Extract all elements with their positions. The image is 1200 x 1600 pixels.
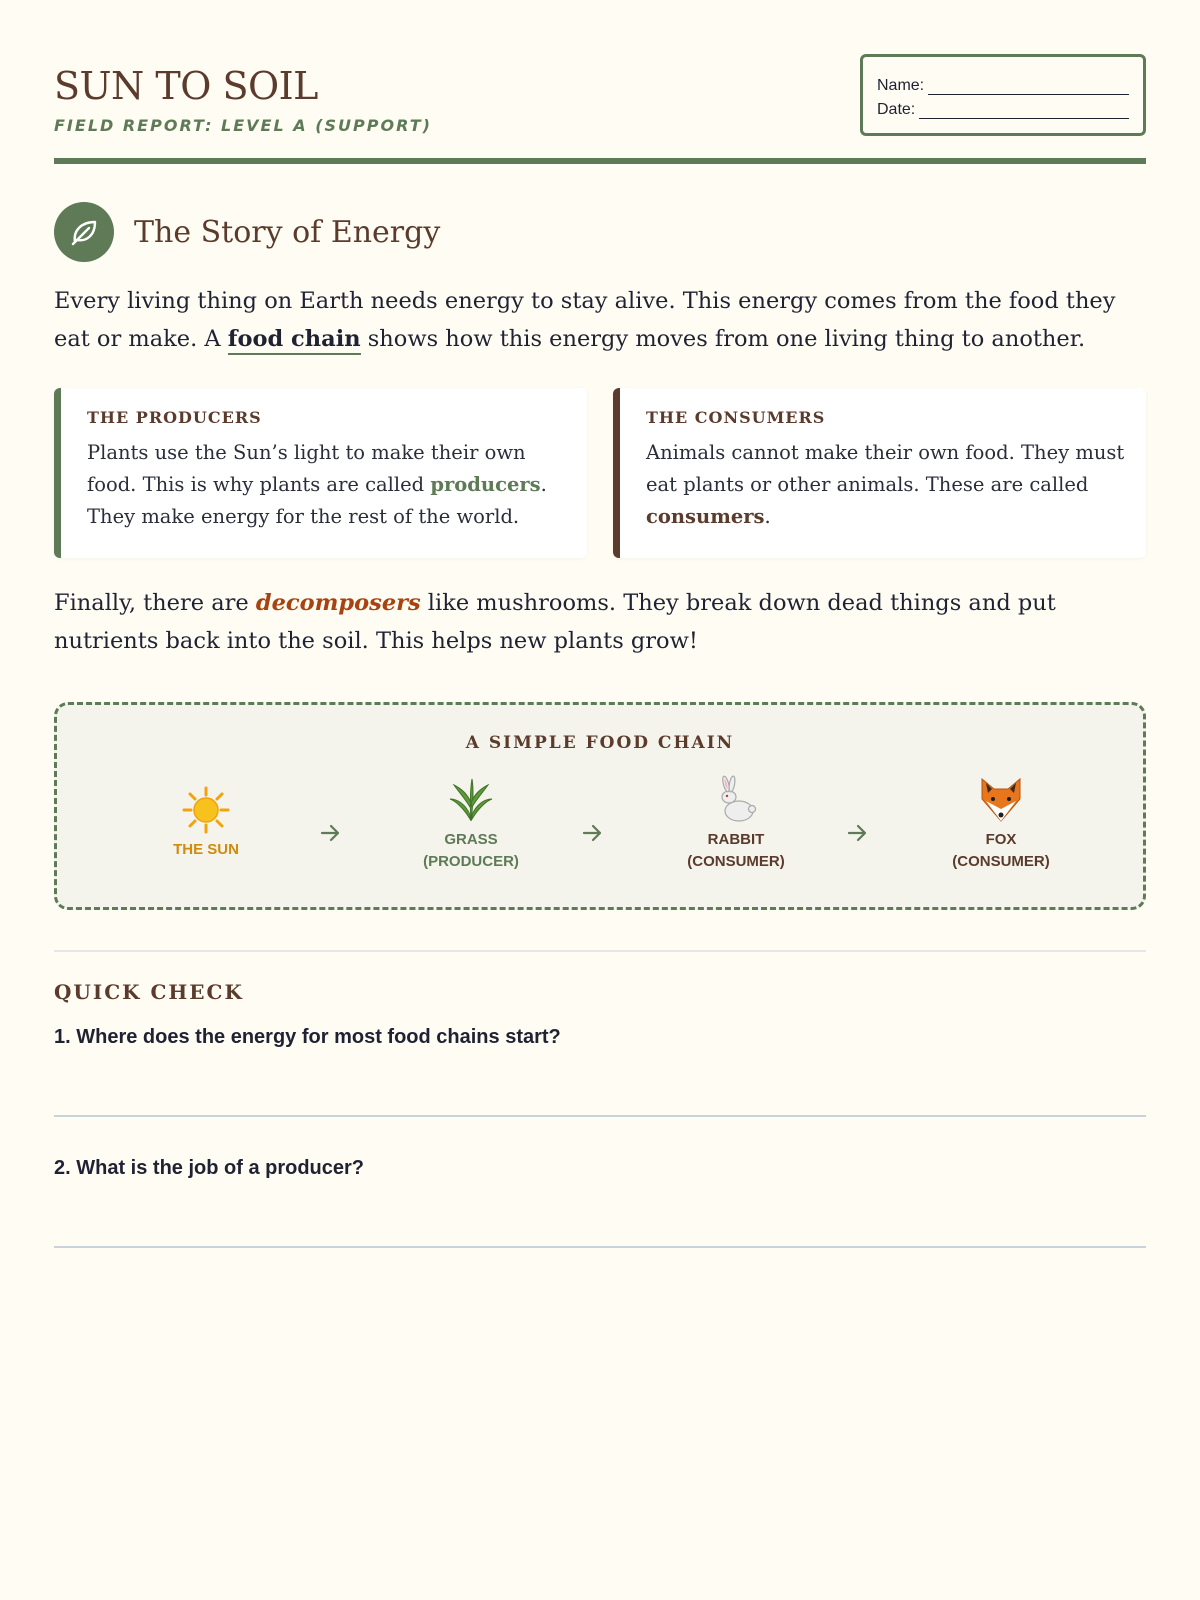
- name-row: [877, 71, 1129, 95]
- chain-label-grass-line1: GRASS: [444, 831, 498, 848]
- chain-label-rabbit-line1: RABBIT: [707, 831, 765, 848]
- arrow-icon: [847, 823, 869, 843]
- arrow-icon: [320, 823, 342, 843]
- chain-label-fox-line2: (CONSUMER): [952, 853, 1050, 870]
- date-row: [877, 95, 1129, 119]
- producers-card-body: [87, 437, 567, 533]
- producers-text: Plants use the Sun’s light to make their own food. This is why plants are called: [87, 441, 526, 496]
- page-header: [54, 54, 1146, 164]
- page-subtitle: FIELD REPORT: LEVEL A (SUPPORT): [54, 116, 432, 135]
- consumers-text-end: .: [764, 505, 771, 528]
- question-1: 1. Where does the energy for most food chains start?: [54, 1026, 561, 1048]
- name-field[interactable]: [928, 79, 1129, 95]
- answer-line-1[interactable]: [54, 1115, 1146, 1117]
- chain-item-fox: [926, 775, 1076, 873]
- sun-icon: [181, 785, 231, 835]
- section-heading: [54, 202, 1146, 262]
- chain-label-rabbit: [661, 829, 811, 873]
- question-2: 2. What is the job of a producer?: [54, 1157, 365, 1179]
- decomposers-text-end: like mushrooms. They break down dead things and put nutrients back into the soil. This helps new plants grow!: [54, 590, 1056, 654]
- intro-text: Every living thing on Earth needs energy to stay alive. This energy comes from the food they eat or make. A: [54, 288, 1116, 352]
- food-chain-term: food chain: [228, 326, 361, 355]
- chain-label-grass-line2: (PRODUCER): [423, 853, 519, 870]
- rabbit-icon: [711, 775, 761, 825]
- date-label: Date:: [877, 101, 916, 118]
- consumers-card: [613, 388, 1146, 558]
- decomposers-paragraph: [54, 584, 1146, 660]
- decomposers-text: Finally, there are: [54, 590, 256, 616]
- answer-line-2[interactable]: [54, 1246, 1146, 1248]
- intro-text-end: shows how this energy moves from one living thing to another.: [360, 326, 1086, 352]
- chain-label-rabbit-line2: (CONSUMER): [687, 853, 785, 870]
- section-title: The Story of Energy: [134, 214, 441, 250]
- consumers-card-body: [646, 437, 1126, 533]
- section-divider: [54, 950, 1146, 952]
- chain-item-rabbit: [661, 775, 811, 873]
- producers-card-title: THE PRODUCERS: [87, 408, 262, 427]
- chain-item-sun: [131, 785, 281, 861]
- intro-paragraph: [54, 282, 1146, 358]
- producers-card: [54, 388, 587, 558]
- food-chain-diagram: [54, 702, 1146, 910]
- name-date-box: [860, 54, 1146, 136]
- chain-label-grass: [396, 829, 546, 873]
- leaf-icon: [54, 202, 114, 262]
- page-title: SUN TO SOIL: [54, 64, 318, 108]
- info-cards: [54, 388, 1146, 558]
- decomposers-term: decomposers: [255, 590, 421, 616]
- consumers-card-title: THE CONSUMERS: [646, 408, 826, 427]
- arrow-icon: [582, 823, 604, 843]
- chain-label-sun: THE SUN: [173, 841, 239, 858]
- quick-check-title: QUICK CHECK: [54, 980, 244, 1004]
- food-chain-title: A SIMPLE FOOD CHAIN: [465, 733, 735, 753]
- consumers-text: Animals cannot make their own food. They must eat plants or other animals. These are called: [646, 441, 1125, 496]
- chain-label-fox: [926, 829, 1076, 873]
- chain-item-grass: [396, 775, 546, 873]
- fox-icon: [976, 775, 1026, 825]
- name-label: Name:: [877, 77, 925, 94]
- producers-text-end: . They make energy for the rest of the world.: [87, 473, 547, 528]
- grass-icon: [446, 775, 496, 825]
- date-field[interactable]: [919, 103, 1129, 119]
- consumers-term: consumers: [646, 505, 765, 528]
- producers-term: producers: [430, 473, 541, 496]
- chain-label-fox-line1: FOX: [985, 831, 1017, 848]
